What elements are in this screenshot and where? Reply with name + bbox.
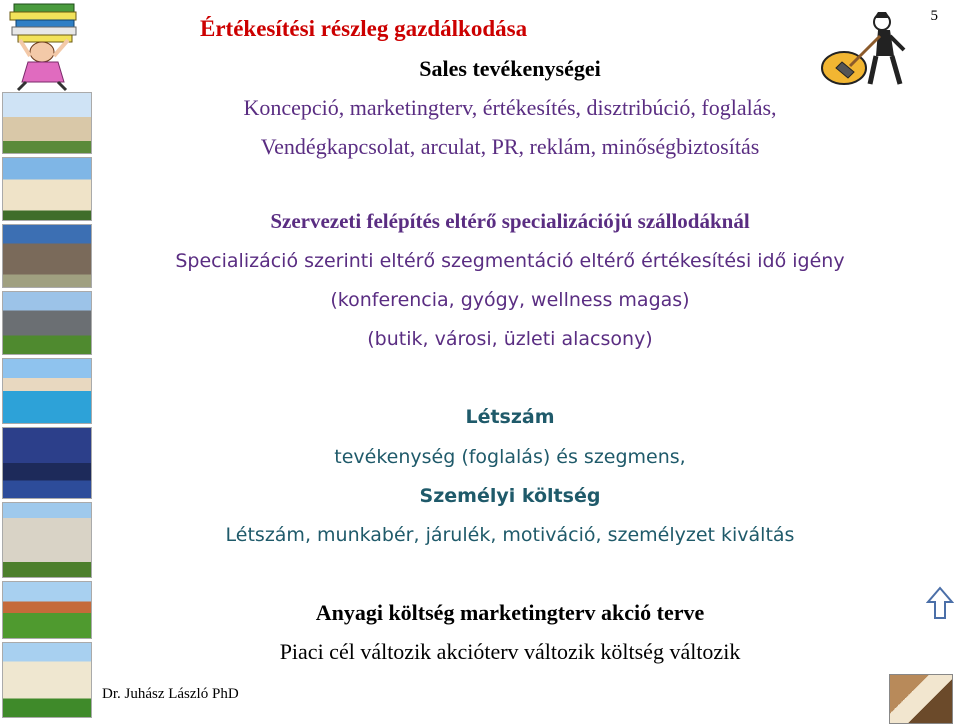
thumbnail-building-1 [2,92,92,154]
sales-heading: Sales tevékenységei [419,56,601,81]
page-number: 5 [930,8,938,24]
personnel-line: Létszám, munkabér, járulék, motiváció, személyzet kiváltás [225,524,795,546]
thumbnail-building-4 [2,291,92,355]
hotel-room-photo [889,674,953,724]
org-line-3: (butik, városi, üzleti alacsony) [367,328,653,350]
org-line-2: (konferencia, gyógy, wellness magas) [330,289,690,311]
thumbnail-building-2 [2,157,92,221]
staff-heading: Létszám [465,406,555,428]
material-line: Piaci cél változik akcióterv változik költség változik [279,639,741,664]
sales-line-2: Vendégkapcsolat, arculat, PR, reklám, minőségbiztosítás [260,134,760,159]
sales-line-1: Koncepció, marketingterv, értékesítés, disztribúció, foglalás, [243,95,777,120]
thumbnail-pool [2,358,92,424]
author-footer: Dr. Juhász László PhD [102,686,239,702]
personnel-heading: Személyi költség [419,485,601,507]
thumbnail-manor [2,642,92,718]
staff-line: tevékenység (foglalás) és szegmens, [334,446,686,468]
material-heading: Anyagi költség marketingterv akció terve [315,600,705,625]
org-heading: Szervezeti felépítés eltérő specializációjú szállodáknál [270,209,750,233]
thumbnail-hotel-tower [2,502,92,578]
paper-stack-clipart [2,0,94,92]
org-line-1: Specializáció szerinti eltérő szegmentáció eltérő értékesítési idő igény [175,250,845,272]
up-arrow-icon[interactable] [926,586,954,620]
thumbnail-building-3 [2,224,92,288]
thumbnail-bridge [2,427,92,499]
thumbnail-countryside [2,581,92,639]
slide-title: Értékesítési részleg gazdálkodása [200,16,528,41]
